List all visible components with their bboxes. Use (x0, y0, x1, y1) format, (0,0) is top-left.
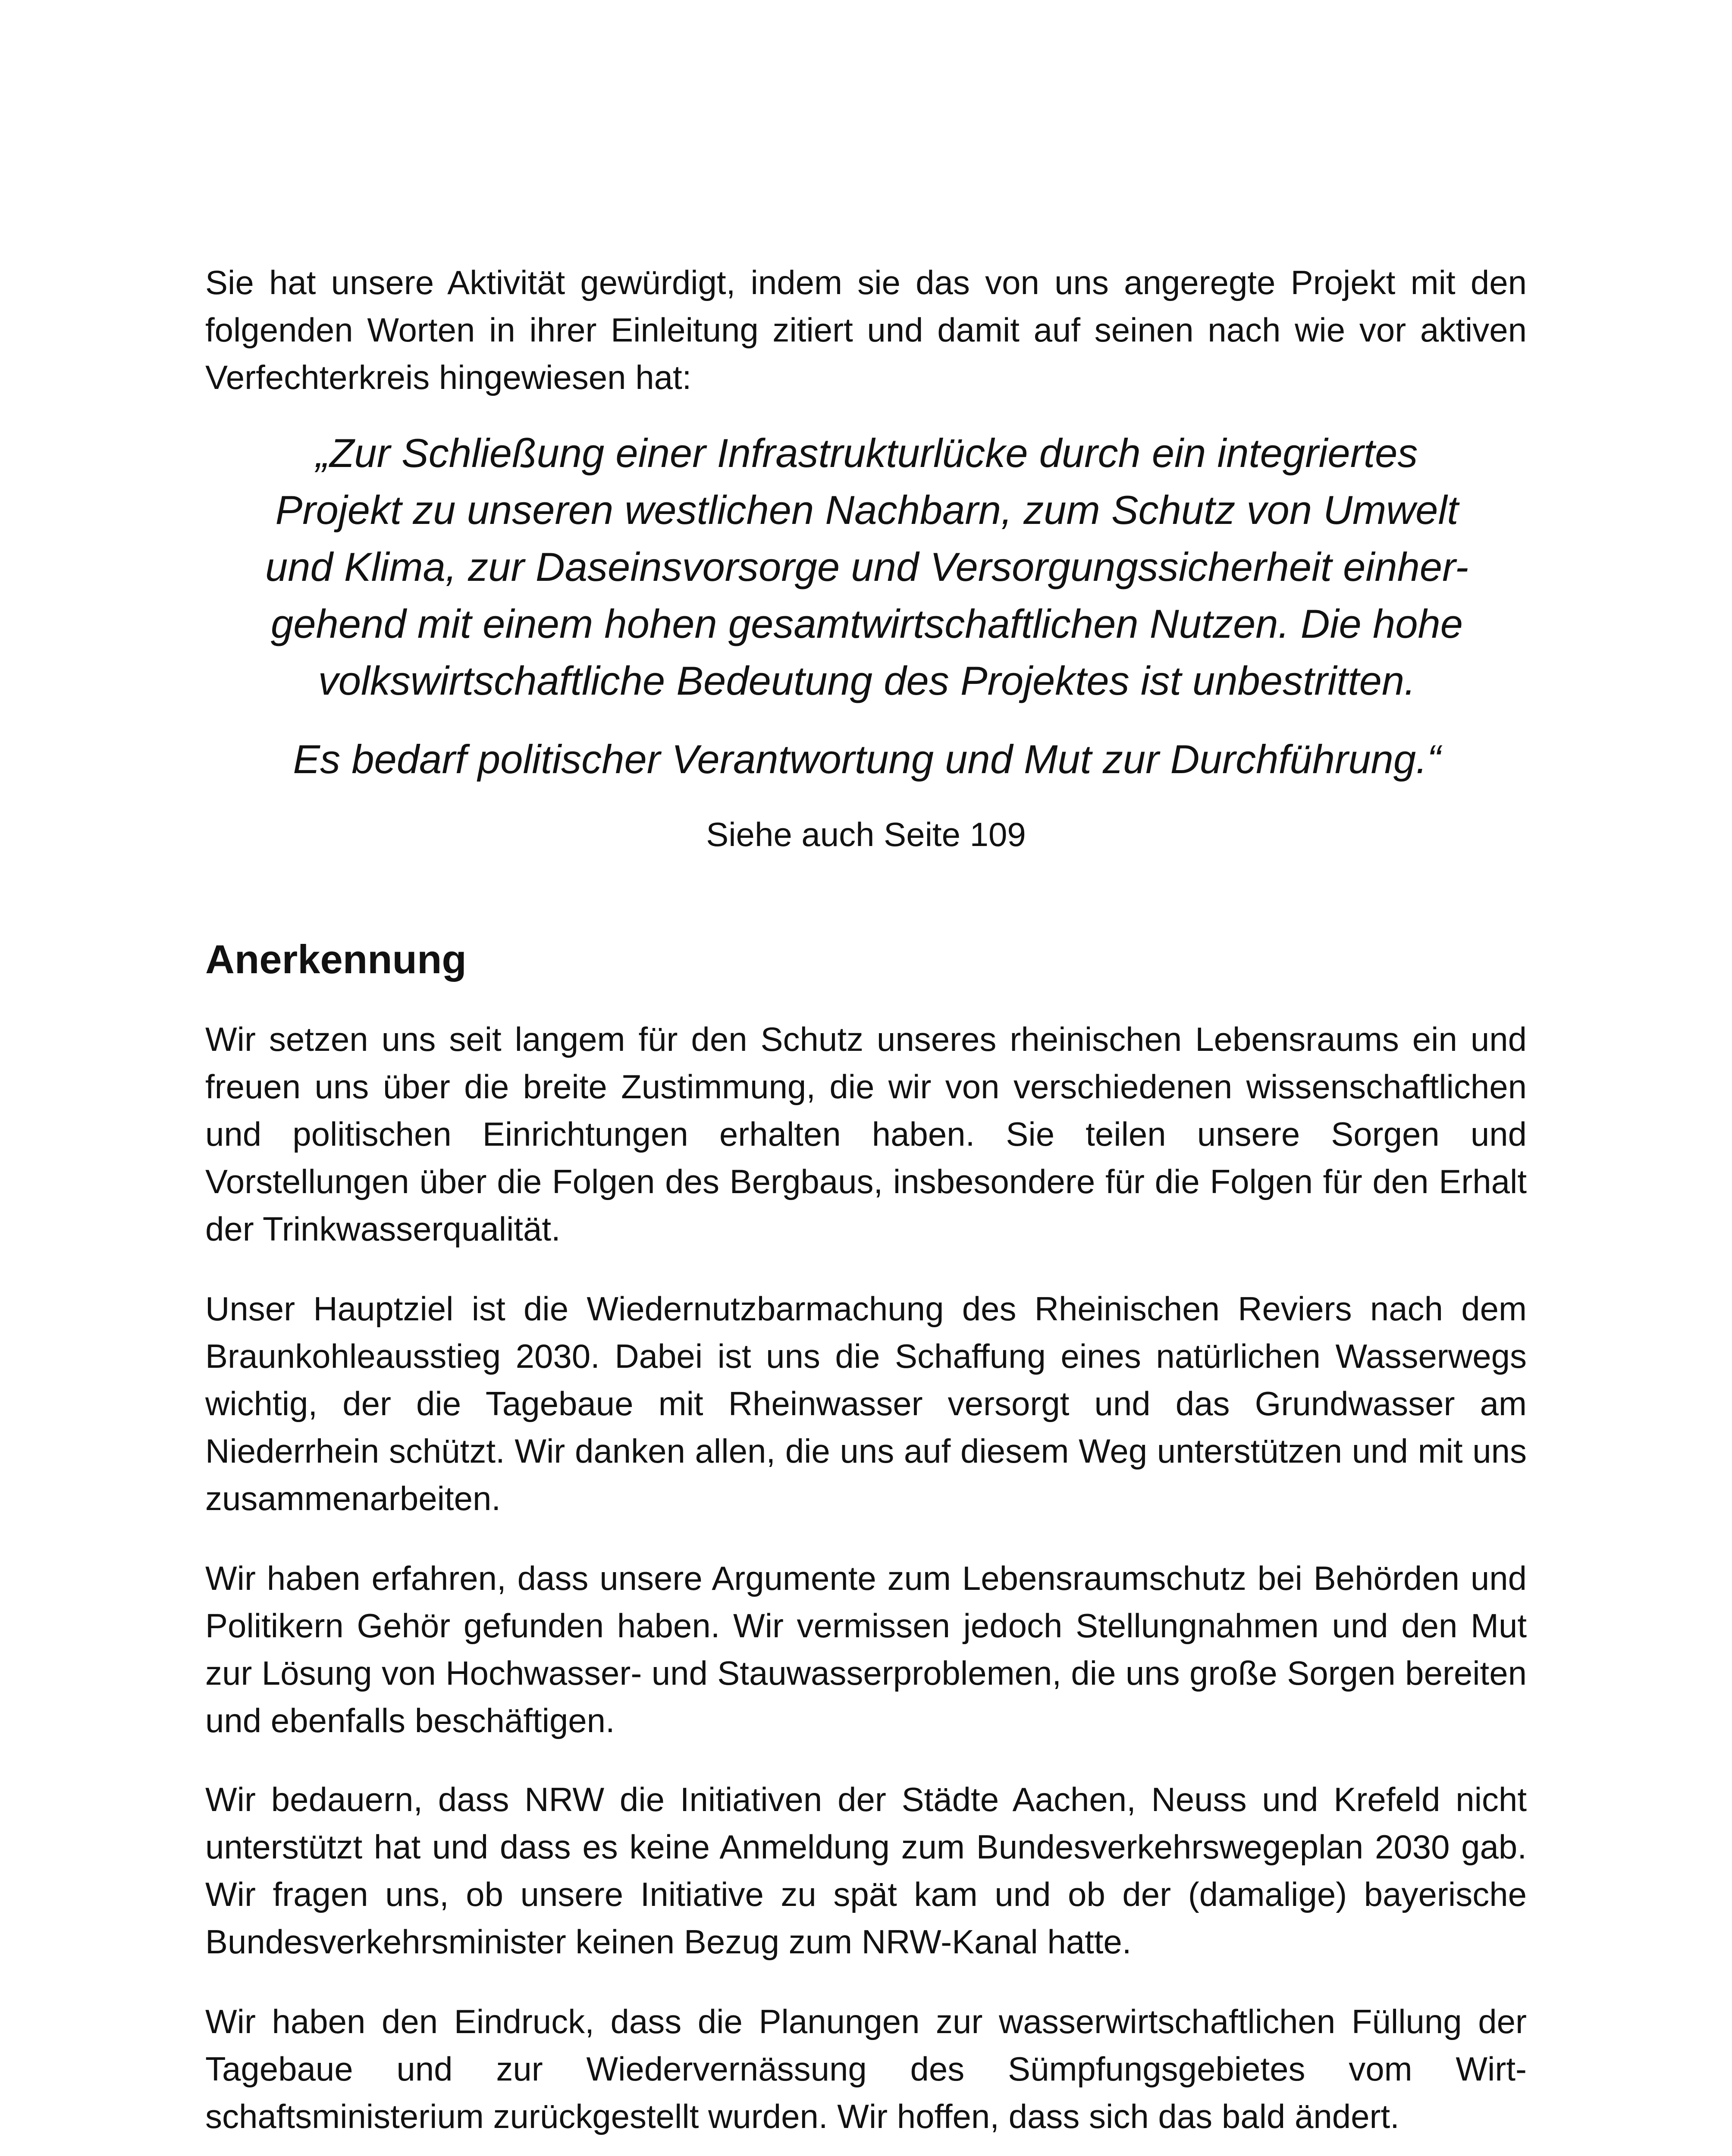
body-paragraph: Wir bedauern, dass NRW die Initiativen der Städte Aachen, Neuss und Krefeld nicht unterstützt hat und dass es keine Anmeldung zum Bundesverkehrswegeplan 2030 gab. Wir fragen uns, ob unsere Initiative zu spät kam und ob der (damalige) bayerische Bundesverkehrsminister keinen Bezug zum NRW-Kanal hatte. (205, 1780, 1527, 1961)
body-paragraph: Unser Hauptziel ist die Wiedernutzbarmachung des Rheinischen Reviers nach dem Braunkohleausstieg 2030. Dabei ist uns die Schaffung eines natürlichen Wasserwegs wichtig, der die Tagebaue mit Rheinwasser versorgt und das Grundwasser am Niederrhein schützt. Wir danken allen, die uns auf diesem Weg unterstützen und mit uns zusammenarbeiten. (205, 1290, 1527, 1517)
section-heading: Anerkennung (205, 937, 467, 982)
body-paragraph: Wir haben erfahren, dass unsere Argumente zum Lebensraumschutz bei Behörden und Politikern Gehör gefunden haben. Wir vermissen jedoch Stellungnahmen und den Mut zur Lösung von Hochwasser- und Stauwasserproblemen, die uns große Sorgen bereiten und ebenfalls beschäftigen. (205, 1559, 1527, 1739)
section-paragraph-block (205, 1285, 1527, 1522)
section-paragraph-block (205, 1554, 1527, 1744)
body-paragraph: Wir haben den Eindruck, dass die Planungen zur wasserwirtschaftlichen Füllung der Tagebaue und zur Wiedervernässung des Sümpfungsgebietes vom Wirtschaftsministerium zurückgestellt wurden. Wir hoffen, dass sich das bald ändert. (205, 2002, 1527, 2135)
body-paragraph: Wir setzen uns seit langem für den Schutz unseres rheinischen Lebensraums ein und freuen uns über die breite Zustimmung, die wir von verschiedenen wissenschaftlichen und politischen Einrichtungen erhalten haben. Sie teilen unsere Sorgen und Vorstellungen über die Folgen des Bergbaus, insbesondere für die Folgen für den Erhalt der Trinkwasserqualität. (205, 1020, 1527, 1248)
section-paragraph-block (205, 1015, 1527, 1253)
intro-paragraph: Sie hat unsere Aktivität gewürdigt, indem sie das von uns angeregte Projekt mit den folgenden Worten in ihrer Einleitung zitiert und damit auf seinen nach wie vor aktiven Verfechterkreis hingewiesen hat: (205, 263, 1527, 396)
quote-line: Projekt zu unseren westlichen Nachbarn, zum Schutz von Umwelt (275, 487, 1459, 533)
intro-block (205, 259, 1527, 401)
section-paragraph-block (205, 1776, 1527, 1965)
quote-line: gehend mit einem hohen gesamtwirtschaftlichen Nutzen. Die hohe (270, 601, 1463, 646)
section-paragraph-block (205, 1998, 1527, 2140)
quote-line: „Zur Schließung einer Infrastrukturlücke durch ein integriertes (316, 430, 1418, 476)
quote-line: Es bedarf politischer Verantwortung und Mut zur Durchführung.“ (293, 736, 1441, 782)
see-also-reference: Siehe auch Seite 109 (706, 815, 1026, 853)
quote-line: und Klima, zur Daseinsvorsorge und Versorgungssicherheit einher- (265, 544, 1469, 589)
quote-line: volkswirtschaftliche Bedeutung des Projektes ist unbestritten. (318, 658, 1416, 703)
block-quote (181, 425, 1553, 788)
